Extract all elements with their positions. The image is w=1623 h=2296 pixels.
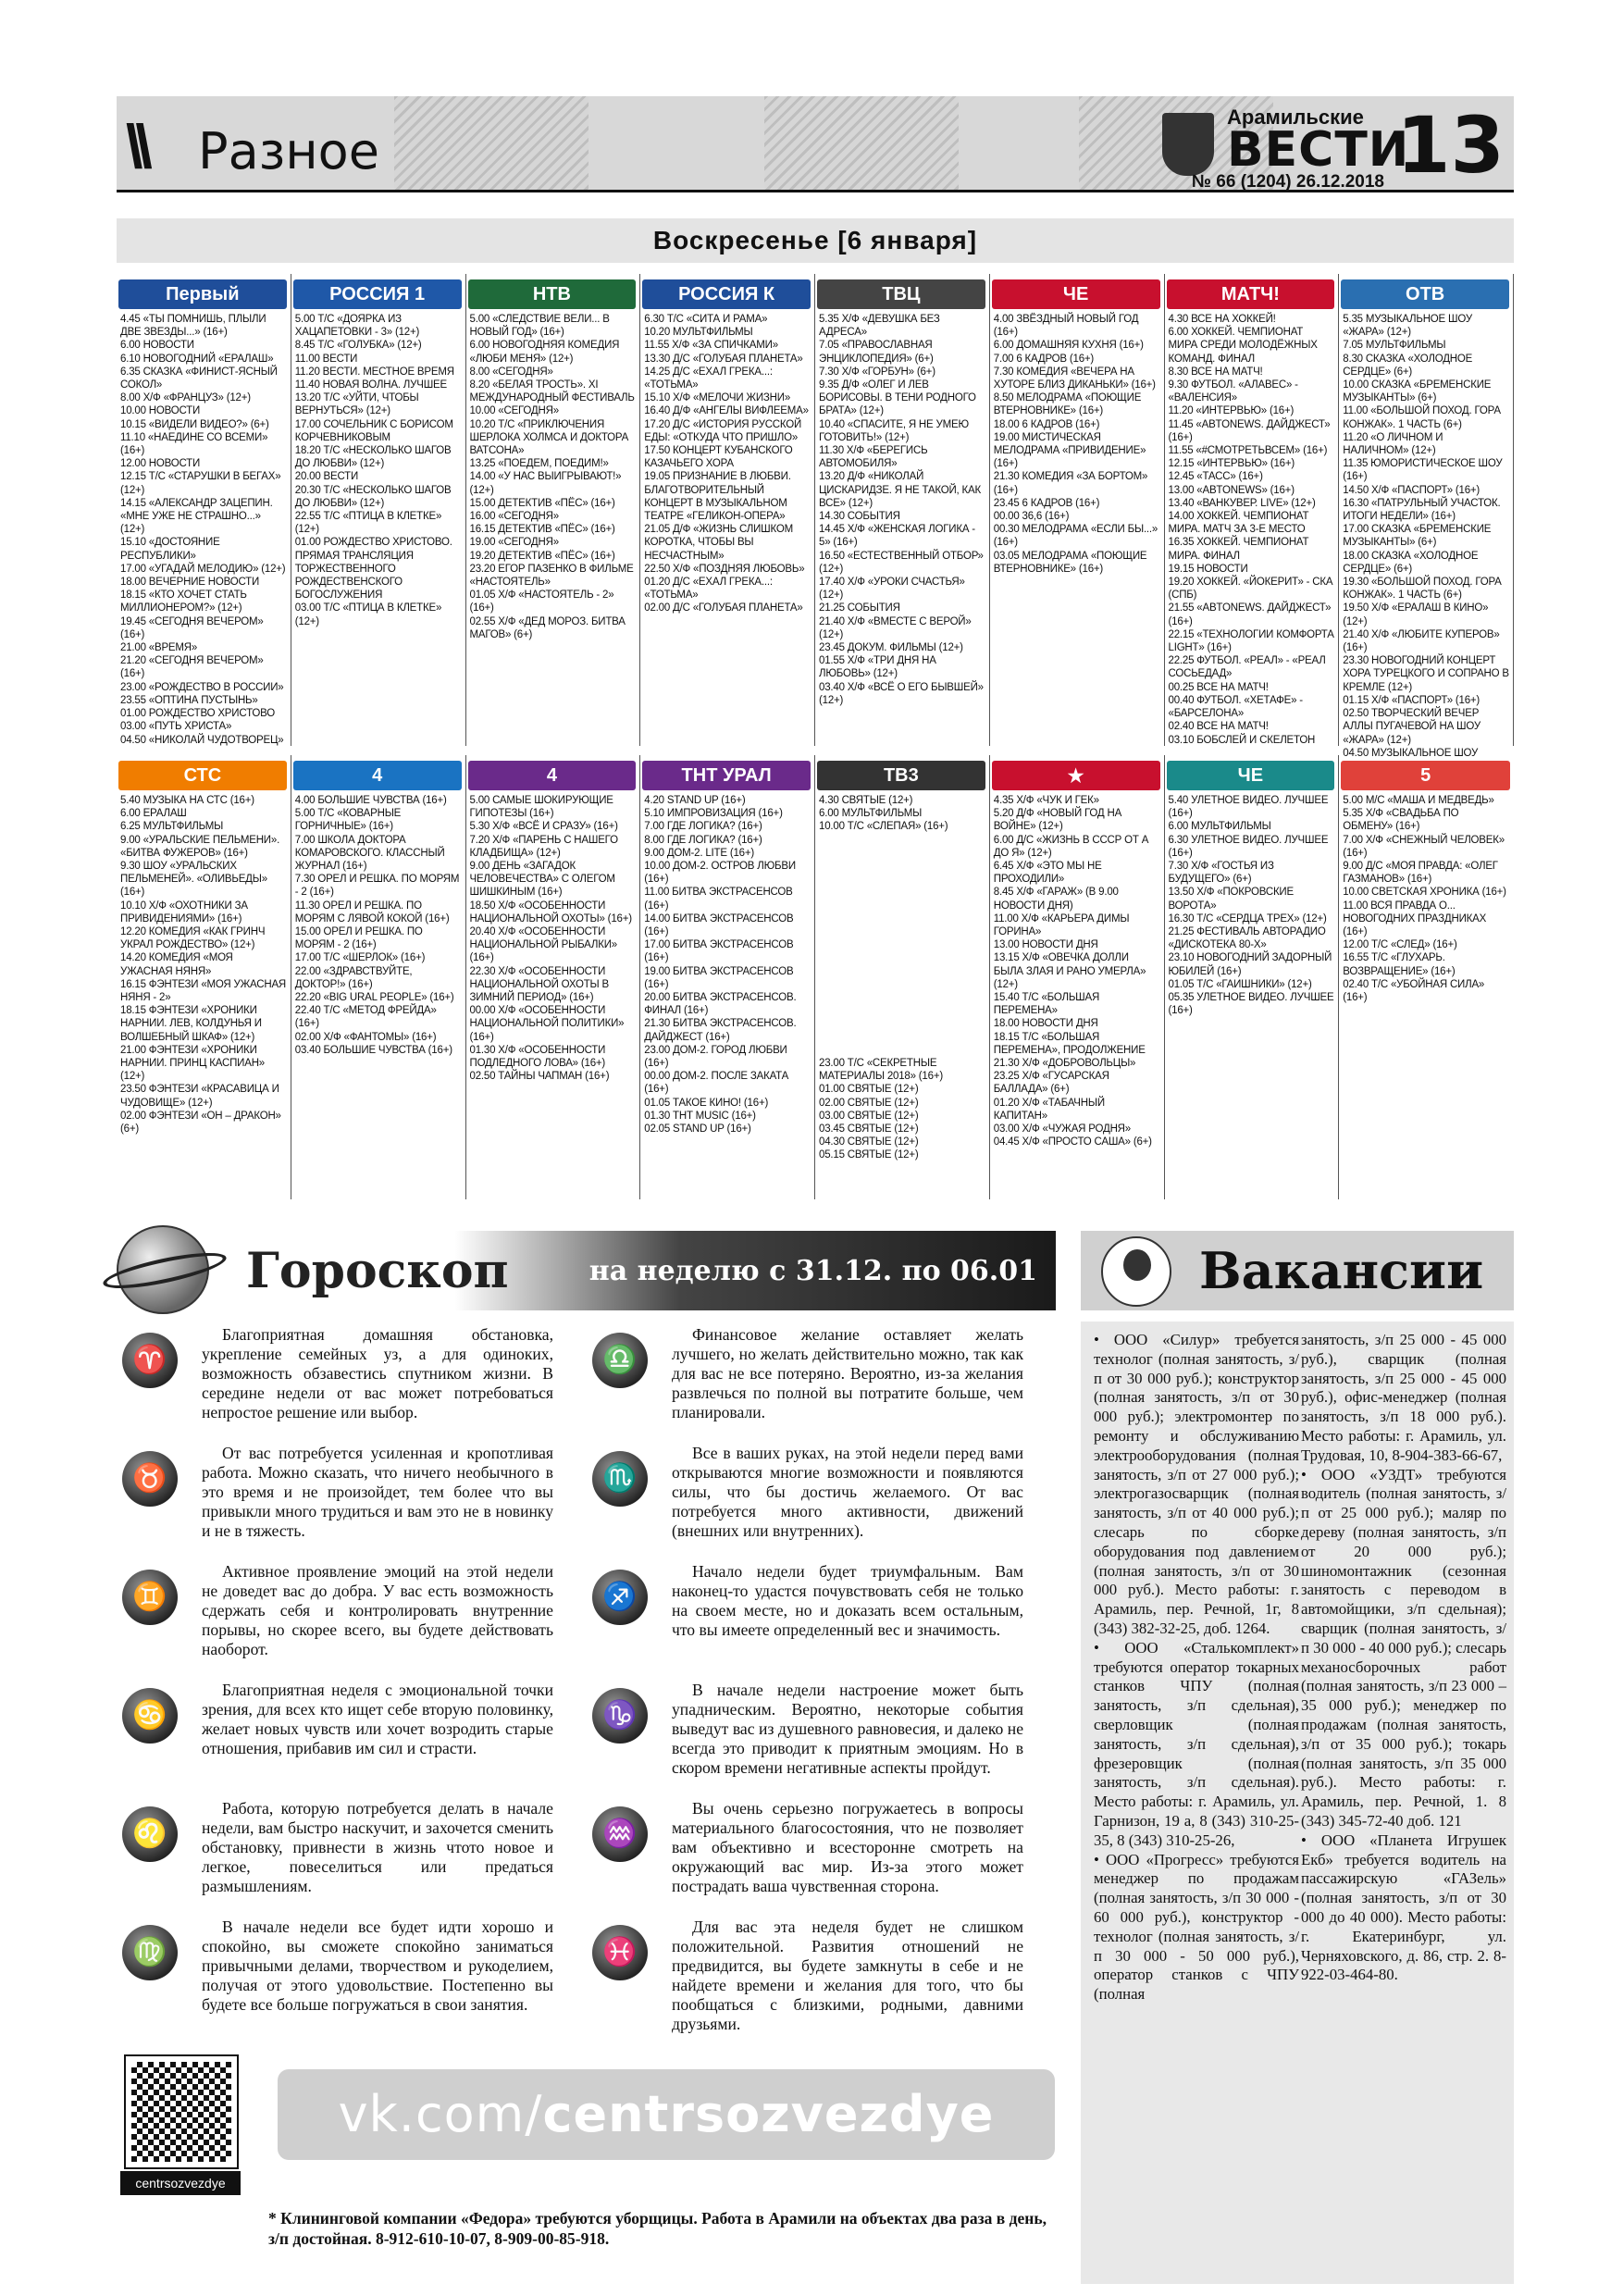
brand-city: Арамильские — [1227, 105, 1364, 129]
program-list: 4.45 «ТЫ ПОМНИШЬ, ПЛЫЛИ ДВЕ ЗВЕЗДЫ...» (16+) 6.00 НОВОСТИ 6.10 НОВОГОДНИЙ «ЕРАЛАШ» 6.35 СКАЗКА «ФИНИСТ-ЯСНЫЙ СОКОЛ» 8.00 Х/Ф «ФРАНЦУЗ» (12+) 10.00 НОВОСТИ 10.15 «ВИДЕЛИ ВИДЕО?» (6+) 11.10 «НАЕДИНЕ СО ВСЕМИ» (16+) 12.00 НОВОСТИ 12.15 Т/С «СТАРУШКИ В БЕГАХ» (12+) 14.15 «АЛЕКСАНДР ЗАЦЕПИН. «МНЕ УЖЕ НЕ СТРАШНО...» (12+) 15.10 «ДОСТОЯНИЕ РЕСПУБЛИКИ» 17.00 «УГАДАЙ МЕЛОДИЮ» (12+) 18.00 ВЕЧЕРНИЕ НОВОСТИ 18.15 «КТО ХОЧЕТ СТАТЬ МИЛЛИОНЕРОМ?» (12+) 19.45 «СЕГОДНЯ ВЕЧЕРОМ» (16+) 21.00 «ВРЕМЯ» 21.20 «СЕГОДНЯ ВЕЧЕРОМ» (16+) 23.00 «РОЖДЕСТВО В РОССИИ» 23.55 «ОПТИНА ПУСТЫНЬ» 01.00 РОЖДЕСТВО ХРИСТОВО 03.00 «ПУТЬ ХРИСТА» 04.50 «НИКОЛАЙ ЧУДОТВОРЕЦ» — [120, 314, 286, 746]
brand-name: ВЕСТИ — [1227, 122, 1410, 178]
zodiac-icon: ♏ — [592, 1451, 648, 1507]
tv-program-grid — [117, 274, 1514, 1199]
horoscope-text: Для вас эта неделя будет не слишком положительной. Развития отношений не предвидится, вы будете замкнуты в себе и не найдете времени и желания для того, что бы пообщаться с близкими, родными, давними друзьями. — [672, 1917, 1023, 2033]
channel-column — [117, 755, 291, 1199]
zodiac-icon: ♋ — [122, 1688, 178, 1744]
channel-column — [291, 274, 466, 746]
program-list: 4.35 Х/Ф «ЧУК И ГЕК» 5.20 Д/Ф «НОВЫЙ ГОД НА ВОЙНЕ» (12+) 6.00 Д/С «ЖИЗНЬ В СССР ОТ А ДО Я» (12+) 6.45 Х/Ф «ЭТО МЫ НЕ ПРОХОДИЛИ» 8.45 Х/Ф «ГАРАЖ» (В 9.00 НОВОСТИ ДНЯ) 11.00 Х/Ф «КАРЬЕРА ДИМЫ ГОРИНА» 13.00 НОВОСТИ ДНЯ 13.15 Х/Ф «ОВЕЧКА ДОЛЛИ БЫЛА ЗЛАЯ И РАНО УМЕРЛА» (12+) 15.40 Т/С «БОЛЬШАЯ ПЕРЕМЕНА» 18.00 НОВОСТИ ДНЯ 18.15 Т/С «БОЛЬШАЯ ПЕРЕМЕНА», ПРОДОЛЖЕНИЕ 21.30 Х/Ф «ДОБРОВОЛЬЦЫ» 23.25 Х/Ф «ГУСАРСКАЯ БАЛЛАДА» (6+) 01.20 Х/Ф «ТАБАЧНЫЙ КАПИТАН» 03.00 Х/Ф «ЧУЖАЯ РОДНЯ» 04.45 Х/Ф «ПРОСТО САША» (6+) — [993, 795, 1152, 1148]
channel-column — [117, 274, 291, 746]
horoscope-text: В начале недели настроение может быть упадническим. Вероятно, некоторые события выведут вас из душевного равновесия, и далеко не всегда это приводит к приятным эмоциям. Но в скором времени негативные аспекты пройдут. — [672, 1681, 1023, 1777]
channel-logo: РОССИЯ К — [642, 279, 811, 309]
program-list: 6.30 Т/С «СИТА И РАМА» 10.20 МУЛЬТФИЛЬМЫ 11.55 Х/Ф «ЗА СПИЧКАМИ» 13.30 Д/С «ГОЛУБАЯ ПЛАНЕТА» 14.25 Д/С «ЕХАЛ ГРЕКА...: «ТОТЬМА» 15.10 Х/Ф «МЕЛОЧИ ЖИЗНИ» 16.40 Д/Ф «АНГЕЛЫ ВИФЛЕЕМА» 17.20 Д/С «ИСТОРИЯ РУССКОЙ ЕДЫ: «ОТКУДА ЧТО ПРИШЛО» 17.50 КОНЦЕРТ КУБАНСКОГО КАЗАЧЬЕГО ХОРА 19.05 ПРИЗНАНИЕ В ЛЮБВИ. БЛАГОТВОРИТЕЛЬНЫЙ КОНЦЕРТ В МУЗЫКАЛЬНОМ ТЕАТРЕ «ГЕЛИКОН-ОПЕРА» 21.05 Д/Ф «ЖИЗНЬ СЛИШКОМ КОРОТКА, ЧТОБЫ ВЫ НЕСЧАСТНЫМ» 22.50 Х/Ф «ПОЗДНЯЯ ЛЮБОВЬ» 01.20 Д/С «ЕХАЛ ГРЕКА...: «ТОТЬМА» 02.00 Д/С «ГОЛУБАЯ ПЛАНЕТА» — [644, 314, 809, 614]
channel-column — [466, 755, 641, 1199]
program-list: 4.00 ЗВЁЗДНЫЙ НОВЫЙ ГОД (16+) 6.00 ДОМАШНЯЯ КУХНЯ (16+) 7.00 6 КАДРОВ (16+) 7.30 КОМЕДИЯ «ВЕЧЕРА НА ХУТОРЕ БЛИЗ ДИКАНЬКИ» (16+) 8.50 МЕЛОДРАМА «ПОЮЩИЕ ВТЕРНОВНИКЕ» (16+) 18.00 6 КАДРОВ (16+) 19.00 МИСТИЧЕСКАЯ МЕЛОДРАМА «ПРИВИДЕНИЕ» (16+) 21.30 КОМЕДИЯ «ЗА БОРТОМ» (16+) 23.45 6 КАДРОВ (16+) 00.00 36,6 (16+) 00.30 МЕЛОДРАМА «ЕСЛИ БЫ...» (16+) 03.05 МЕЛОДРАМА «ПОЮЩИЕ ВТЕРНОВНИКЕ» (16+) — [993, 314, 1158, 575]
program-list: 5.00 Т/С «ДОЯРКА ИЗ ХАЦАПЕТОВКИ - 3» (12+) 8.45 Т/С «ГОЛУБКА» (12+) 11.00 ВЕСТИ 11.20 ВЕСТИ. МЕСТНОЕ ВРЕМЯ 11.40 НОВАЯ ВОЛНА. ЛУЧШЕЕ 13.20 Т/С «УЙТИ, ЧТОБЫ ВЕРНУТЬСЯ» (12+) 17.00 СОЧЕЛЬНИК С БОРИСОМ КОРЧЕВНИКОВЫМ 18.20 Т/С «НЕСКОЛЬКО ШАГОВ ДО ЛЮБВИ» (12+) 20.00 ВЕСТИ 20.30 Т/С «НЕСКОЛЬКО ШАГОВ ДО ЛЮБВИ» (12+) 22.55 Т/С «ПТИЦА В КЛЕТКЕ» (12+) 01.00 РОЖДЕСТВО ХРИСТОВО. ПРЯМАЯ ТРАНСЛЯЦИЯ ТОРЖЕСТВЕННОГО РОЖДЕСТВЕНСКОГО БОГОСЛУЖЕНИЯ 03.00 Т/С «ПТИЦА В КЛЕТКЕ» (12+) — [294, 314, 454, 627]
program-list: 5.40 УЛЕТНОЕ ВИДЕО. ЛУЧШЕЕ (16+) 6.00 МУЛЬТФИЛЬМЫ 6.30 УЛЕТНОЕ ВИДЕО. ЛУЧШЕЕ (16+) 7.30 Х/Ф «ГОСТЬЯ ИЗ БУДУЩЕГО» (6+) 13.50 Х/Ф «ПОКРОВСКИЕ ВОРОТА» 16.30 Т/С «СЕРДЦА ТРЕХ» (12+) 21.25 ФЕСТИВАЛЬ АВТОРАДИО «ДИСКОТЕКА 80-Х» 23.10 НОВОГОДНИЙ ЗАДОРНЫЙ ЮБИЛЕЙ (16+) 01.05 Т/С «ГАИШНИКИ» (12+) 05.35 УЛЕТНОЕ ВИДЕО. ЛУЧШЕЕ (16+) — [1168, 795, 1334, 1017]
horoscope-text: В начале недели все будет идти хорошо и спокойно, вы сможете спокойно заниматься привычными делами, творчеством и рукоделием, получая от этого удовольствие. Постепенно вы будете все больше погружаться в свои занятия. — [202, 1917, 553, 2014]
vacancies-box — [1081, 1322, 1514, 2284]
program-list: 5.00 САМЫЕ ШОКИРУЮЩИЕ ГИПОТЕЗЫ (16+) 5.30 Х/Ф «ВСЁ И СРАЗУ» (16+) 7.20 Х/Ф «ПАРЕНЬ С НАШЕГО КЛАДБИЩА» (12+) 9.00 ДЕНЬ «ЗАГАДОК ЧЕЛОВЕЧЕСТВА» С ОЛЕГОМ ШИШКИНЫМ (16+) 18.50 Х/Ф «ОСОБЕННОСТИ НАЦИОНАЛЬНОЙ ОХОТЫ» (16+) 20.40 Х/Ф «ОСОБЕННОСТИ НАЦИОНАЛЬНОЙ РЫБАЛКИ» (16+) 22.30 Х/Ф «ОСОБЕННОСТИ НАЦИОНАЛЬНОЙ ОХОТЫ В ЗИМНИЙ ПЕРИОД» (16+) 00.00 Х/Ф «ОСОБЕННОСТИ НАЦИОНАЛЬНОЙ ПОЛИТИКИ» (16+) 01.30 Х/Ф «ОСОБЕННОСТИ ПОДЛЕДНОГО ЛОВА» (16+) 02.50 ТАЙНЫ ЧАПМАН (16+) — [469, 795, 632, 1083]
zodiac-icon: ♉ — [122, 1451, 178, 1507]
channel-logo: СТС — [118, 761, 287, 790]
vacancies-column-2: занятость, з/п 25 000 - 45 000 руб.), сварщик (полная занятость, з/п 25 000 - 45 000 руб.), офис-менеджер (полная занятость, з/п 18 000 руб.). Место работы: г. Арамиль, ул. Трудовая, 10, 8-904-383-66-67, • ООО «УЗДТ» требуются водитель (полная занятость, з/п от 25 000 руб.); маляр по дереву (полная занятость, з/п от 20 000 руб.); шиномонтажник (сезонная занятость с переводом в автомойщики, з/п сдельная); сварщик (полная занятость, з/п 30 000 - 40 000 руб.); слесарь механосборочных работ (полная занятость, з/п 23 000 – 35 000 руб.); менеджер по продажам (полная занятость, з/п от 35 000 руб.); токарь (полная занятость, з/п 35 000 руб.). Место работы: г. Арамиль, пер. Речной, 1. 8 (343) 345-72-40 доб. 121 • ООО «Планета Игрушек Екб» требуется водитель на пассажирскую «ГАЗель» (полная занятость, з/п от 30 000 до 40 000). Место работы: г. Екатеринбург, ул. Черняховского, д. 86, стр. 2. 8-922-03-464-80. — [1301, 1331, 1506, 1984]
fir-decoration — [394, 96, 588, 192]
zodiac-icon: ♐ — [592, 1570, 648, 1625]
program-list: 5.40 МУЗЫКА НА СТС (16+) 6.00 ЕРАЛАШ 6.25 МУЛЬТФИЛЬМЫ 9.00 «УРАЛЬСКИЕ ПЕЛЬМЕНИ». «БИТВА ФУЖЕРОВ» (16+) 9.30 ШОУ «УРАЛЬСКИХ ПЕЛЬМЕНЕЙ». «ОЛИВЬЕДЫ» (16+) 10.10 Х/Ф «ОХОТНИКИ ЗА ПРИВИДЕНИЯМИ» (16+) 12.20 КОМЕДИЯ «КАК ГРИНЧ УКРАЛ РОЖДЕСТВО» (12+) 14.20 КОМЕДИЯ «МОЯ УЖАСНАЯ НЯНЯ» 16.15 ФЭНТЕЗИ «МОЯ УЖАСНАЯ НЯНЯ - 2» 18.15 ФЭНТЕЗИ «ХРОНИКИ НАРНИИ. ЛЕВ, КОЛДУНЬЯ И ВОЛШЕБНЫЙ ШКАФ» (12+) 21.00 ФЭНТЕЗИ «ХРОНИКИ НАРНИИ. ПРИНЦ КАСПИАН» (12+) 23.50 ФЭНТЕЗИ «КРАСАВИЦА И ЧУДОВИЩЕ» (12+) 02.00 ФЭНТЕЗИ «ОН – ДРАКОН» (6+) — [120, 795, 287, 1136]
zodiac-icon: ♌ — [122, 1806, 178, 1862]
day-heading: Воскресенье [6 января] — [117, 218, 1514, 263]
horoscope-text: Работа, которую потребуется делать в начале недели, вам быстро наскучит, и захочется сменить обстановку, привнести в жизнь чтото новое и легкое, повеселиться или предаться размышлениям. — [202, 1799, 553, 1895]
job-notice: * Клининговой компании «Федора» требуются уборщицы. Работа в Арамили на объектах два раза в день, з/п достойная. 8-912-610-10-07, 8-909-00-85-918. — [268, 2209, 1047, 2248]
fir-decoration — [764, 96, 959, 192]
channel-column — [466, 274, 641, 746]
channel-logo: ТВ3 — [817, 761, 985, 790]
program-list: 4.30 СВЯТЫЕ (12+) 6.00 МУЛЬТФИЛЬМЫ 10.00 Т/С «СЛЕПАЯ» (16+) 23.00 Т/С «СЕКРЕТНЫЕ МАТЕРИАЛЫ 2018» (16+) 01.00 СВЯТЫЕ (12+) 02.00 СВЯТЫЕ (12+) 03.00 СВЯТЫЕ (12+) 03.45 СВЯТЫЕ (12+) 04.30 СВЯТЫЕ (12+) 05.15 СВЯТЫЕ (12+) — [819, 795, 948, 1161]
page-number: 13 — [1396, 100, 1505, 191]
page-header — [117, 96, 1514, 192]
section-title: Разное — [198, 122, 379, 180]
zodiac-icon: ♍ — [122, 1925, 178, 1980]
vacancies-header — [1081, 1231, 1514, 1310]
planet-icon — [117, 1225, 209, 1314]
channel-logo: МАТЧ! — [1167, 279, 1335, 309]
horoscope-text: Все в ваших руках, на этой недели перед вами открываются многие возможности и появляются силы, что бы достичь желаемого. От вас потребуется много активности, движений (внешних или внутренних). — [672, 1444, 1023, 1540]
vk-link-banner[interactable] — [278, 2069, 1055, 2160]
horoscope-text: Благоприятная неделя с эмоциональной точки зрения, для всех кто ищет себе вторую половинку, желает новых чувств или хочет возродить старые отношения, прибавив им сил и страсти. — [202, 1681, 553, 1757]
person-icon — [1101, 1236, 1171, 1307]
city-crest-icon — [1162, 113, 1214, 176]
channel-column — [1339, 274, 1514, 759]
program-list: 4.00 БОЛЬШИЕ ЧУВСТВА (16+) 5.00 Т/С «КОВАРНЫЕ ГОРНИЧНЫЕ» (16+) 7.00 ШКОЛА ДОКТОРА КОМАРОВСКОГО. КЛАССНЫЙ ЖУРНАЛ (16+) 7.30 ОРЕЛ И РЕШКА. ПО МОРЯМ - 2 (16+) 11.30 ОРЕЛ И РЕШКА. ПО МОРЯМ С ЛЯВОЙ КОКОЙ (16+) 15.00 ОРЕЛ И РЕШКА. ПО МОРЯМ - 2 (16+) 17.00 Т/С «ШЕРЛОК» (16+) 22.00 «ЗДРАВСТВУЙТЕ, ДОКТОР!» (16+) 22.20 «BIG URAL PEOPLE» (16+) 22.40 Т/С «МЕТОД ФРЕЙДА» (16+) 02.00 Х/Ф «ФАНТОМЫ» (16+) 03.40 БОЛЬШИЕ ЧУВСТВА (16+) — [294, 795, 460, 1056]
issue-number: № 66 (1204) 26.12.2018 — [1191, 172, 1384, 192]
channel-column — [1165, 274, 1340, 746]
horoscope-text: Финансовое желание оставляет желать лучшего, но желать действительно можно, так как для вас не все потеряно. Вероятно, из-за желания развлечься по полной вы потратите больше, чем планировали. — [672, 1325, 1023, 1421]
horoscope-header — [117, 1231, 1056, 1310]
channel-logo: ЧЕ — [1167, 761, 1335, 790]
program-list: 5.00 М/С «МАША И МЕДВЕДЬ» 5.35 Х/Ф «СВАДЬБА ПО ОБМЕНУ» (16+) 7.00 Х/Ф «СНЕЖНЫЙ ЧЕЛОВЕК» (16+) 9.00 Д/С «МОЯ ПРАВДА: «ОЛЕГ ГАЗМАНОВ» (16+) 10.00 СВЕТСКАЯ ХРОНИКА (16+) 11.00 ВСЯ ПРАВДА О... НОВОГОДНИХ ПРАЗДНИКАХ (16+) 12.00 Т/С «СЛЕД» (16+) 16.55 Т/С «ГЛУХАРЬ. ВОЗВРАЩЕНИЕ» (16+) 02.40 Т/С «УБОЙНАЯ СИЛА» (16+) — [1343, 795, 1506, 1004]
zodiac-icon: ♑ — [592, 1688, 648, 1744]
channel-column — [990, 755, 1165, 1199]
channel-column — [1339, 755, 1514, 1199]
zodiac-icon: ♎ — [592, 1333, 648, 1388]
vk-prefix: vk.com/ — [338, 2085, 543, 2143]
channel-logo: 5 — [1341, 761, 1510, 790]
channel-logo: 4 — [293, 761, 462, 790]
channel-column — [291, 755, 466, 1199]
channel-column — [1165, 755, 1340, 1199]
program-list: 5.35 МУЗЫКАЛЬНОЕ ШОУ «ЖАРА» (12+) 7.05 МУЛЬТФИЛЬМЫ 8.30 СКАЗКА «ХОЛОДНОЕ СЕРДЦЕ» (6+) 10.00 СКАЗКА «БРЕМЕНСКИЕ МУЗЫКАНТЫ» (6+) 11.00 «БОЛЬШОЙ ПОХОД. ГОРА КОНЖАК». 1 ЧАСТЬ (6+) 11.20 «О ЛИЧНОМ И НАЛИЧНОМ» (12+) 11.35 ЮМОРИСТИЧЕСКОЕ ШОУ (16+) 14.50 Х/Ф «ПАСПОРТ» (16+) 16.30 «ПАТРУЛЬНЫЙ УЧАСТОК. ИТОГИ НЕДЕЛИ» (16+) 17.00 СКАЗКА «БРЕМЕНСКИЕ МУЗЫКАНТЫ» (6+) 18.00 СКАЗКА «ХОЛОДНОЕ СЕРДЦЕ» (6+) 19.30 «БОЛЬШОЙ ПОХОД. ГОРА КОНЖАК». 1 ЧАСТЬ (6+) 19.50 Х/Ф «ЕРАЛАШ В КИНО» (12+) 21.40 Х/Ф «ЛЮБИТЕ КУПЕРОВ» (16+) 23.30 НОВОГОДНИЙ КОНЦЕРТ ХОРА ТУРЕЦКОГО И СОПРАНО В КРЕМЛЕ (12+) 01.15 Х/Ф «ПАСПОРТ» (16+) 02.50 ТВОРЧЕСКИЙ ВЕЧЕР АЛЛЫ ПУГАЧЕВОЙ НА ШОУ «ЖАРА» (12+) 04.50 МУЗЫКАЛЬНОЕ ШОУ — [1343, 314, 1509, 759]
program-list: 5.35 Х/Ф «ДЕВУШКА БЕЗ АДРЕСА» 7.05 «ПРАВОСЛАВНАЯ ЭНЦИКЛОПЕДИЯ» (6+) 7.30 Х/Ф «ГОРБУН» (6+) 9.35 Д/Ф «ОЛЕГ И ЛЕВ БОРИСОВЫ. В ТЕНИ РОДНОГО БРАТА» (12+) 10.40 «СПАСИТЕ, Я НЕ УМЕЮ ГОТОВИТЬ!» (12+) 11.30 Х/Ф «БЕРЕГИСЬ АВТОМОБИЛЯ» 13.20 Д/Ф «НИКОЛАЙ ЦИСКАРИДЗЕ. Я НЕ ТАКОЙ, КАК ВСЕ» (12+) 14.30 СОБЫТИЯ 14.45 Х/Ф «ЖЕНСКАЯ ЛОГИКА - 5» (16+) 16.50 «ЕСТЕСТВЕННЫЙ ОТБОР» (12+) 17.40 Х/Ф «УРОКИ СЧАСТЬЯ» (12+) 21.25 СОБЫТИЯ 21.40 Х/Ф «ВМЕСТЕ С ВЕРОЙ» (12+) 23.45 ДОКУМ. ФИЛЬМЫ (12+) 01.55 Х/Ф «ТРИ ДНЯ НА ЛЮБОВЬ» (12+) 03.40 Х/Ф «ВСЁ О ЕГО БЫВШЕЙ» (12+) — [819, 314, 984, 706]
channel-logo: ТВЦ — [817, 279, 985, 309]
vk-handle: centrsozvezdye — [542, 2085, 995, 2143]
horoscope-text: От вас потребуется усиленная и кропотливая работа. Можно сказать, что ничего необычного в это время и не произойдет, тем более что вы привыкли много трудиться и вам это не в новинку и не в тяжесть. — [202, 1444, 553, 1540]
program-list: 4.30 ВСЕ НА ХОККЕЙ! 6.00 ХОККЕЙ. ЧЕМПИОНАТ МИРА СРЕДИ МОЛОДЁЖНЫХ КОМАНД. ФИНАЛ 8.30 ВСЕ НА МАТЧ! 9.30 ФУТБОЛ. «АЛАВЕС» - «ВАЛЕНСИЯ» 11.20 «ИНТЕРВЬЮ» (16+) 11.45 «ABTONEWS. ДАЙДЖЕСТ» (16+) 11.55 «#СМОТРЕТЬВСЕМ» (16+) 12.15 «ИНТЕРВЬЮ» (16+) 12.45 «ТАСС» (16+) 13.00 «ABTONEWS» (16+) 13.40 «ВАНКУВЕР. LIVE» (12+) 14.00 ХОККЕЙ. ЧЕМПИОНАТ МИРА. МАТЧ ЗА 3-Е МЕСТО 16.35 ХОККЕЙ. ЧЕМПИОНАТ МИРА. ФИНАЛ 19.15 НОВОСТИ 19.20 ХОККЕЙ. «ЙОКЕРИТ» - СКА (СПБ) 21.55 «ABTONEWS. ДАЙДЖЕСТ» (16+) 22.15 «ТЕХНОЛОГИИ КОМФОРТА LIGHT» (16+) 22.25 ФУТБОЛ. «РЕАЛ» - «РЕАЛ СОСЬЕДАД» 00.25 ВСЕ НА МАТЧ! 00.40 ФУТБОЛ. «ХЕТАФЕ» - «БАРСЕЛОНА» 02.40 ВСЕ НА МАТЧ! 03.10 БОБСЛЕЙ И СКЕЛЕТОН — [1168, 314, 1334, 746]
channel-logo: 4 — [468, 761, 637, 790]
section-slash-icon: \\ — [126, 112, 145, 180]
zodiac-icon: ♒ — [592, 1806, 648, 1862]
horoscope-text: Вы очень серьезно погружаетесь в вопросы материального благосостояния, что не позволяет вам объективно и всесторонне смотреть на окружающий вас мир. Из-за этого может пострадать ваша чувственная сторона. — [672, 1799, 1023, 1895]
horoscope-text: Начало недели будет триумфальным. Вам наконец-то удастся почувствовать себя не только на своем месте, но и доказать всем остальным, что вы имеете определенный вес и значимость. — [672, 1562, 1023, 1639]
horoscope-title: Гороскоп — [246, 1242, 509, 1299]
vacancies-title: Вакансии — [1199, 1241, 1484, 1300]
channel-column — [815, 755, 990, 1199]
program-list: 5.00 «СЛЕДСТВИЕ ВЕЛИ... В НОВЫЙ ГОД» (16+) 6.00 НОВОГОДНЯЯ КОМЕДИЯ «ЛЮБИ МЕНЯ» (12+) 8.00 «СЕГОДНЯ» 8.20 «БЕЛАЯ ТРОСТЬ». XI МЕЖДУНАРОДНЫЙ ФЕСТИВАЛЬ 10.00 «СЕГОДНЯ» 10.20 Т/С «ПРИКЛЮЧЕНИЯ ШЕРЛОКА ХОЛМСА И ДОКТОРА ВАТСОНА» 13.25 «ПОЕДЕМ, ПОЕДИМ!» 14.00 «У НАС ВЫИГРЫВАЮТ!» (12+) 15.00 ДЕТЕКТИВ «ПЁС» (16+) 16.00 «СЕГОДНЯ» 16.15 ДЕТЕКТИВ «ПЁС» (16+) 19.00 «СЕГОДНЯ» 19.20 ДЕТЕКТИВ «ПЁС» (16+) 23.20 ЕГОР ПАЗЕНКО В ФИЛЬМЕ «НАСТОЯТЕЛЬ» 01.05 Х/Ф «НАСТОЯТЕЛЬ - 2» (16+) 02.55 Х/Ф «ДЕД МОРОЗ. БИТВА МАГОВ» (6+) — [469, 314, 635, 640]
channel-column — [990, 274, 1165, 746]
channel-logo: Первый — [118, 279, 287, 309]
horoscope-period: на неделю с 31.12. по 06.01 — [588, 1254, 1037, 1287]
horoscope-text: Благоприятная домашняя обстановка, укрепление семейных уз, а для одиноких, возможность обзавестись спутником жизни. В середине недели от вас может потребоваться непростое решение или выбор. — [202, 1325, 553, 1421]
vacancies-column-1: • ООО «Силур» требуется технолог (полная занятость, з/п от 30 000 руб.); конструктор (полная занятость, з/п от 30 000 руб.); электромонтер по ремонту и обслуживанию электрооборудования (полная занятость, з/п от 27 000 руб.); электрогазосварщик (полная занятость, з/п от 40 000 руб.); слесарь по сборке оборудования под давлением (полная занятость, з/п от 30 000 руб.). Место работы: г. Арамиль, пер. Речной, 1г, 8 (343) 382-32-25, доб. 1264. • ООО «Сталькомплект» требуются оператор токарных станков ЧПУ (полная занятость, з/п сдельная), сверловщик (полная занятость, з/п сдельная), фрезеровщик (полная занятость, з/п сдельная). Место работы: г. Арамиль, ул. Гарнизон, 19 а, 8 (343) 310-25-35, 8 (343) 310-25-26, • ООО «Прогресс» требуются менеджер по продажам (полная занятость, з/п 30 000 - 60 000 руб.), конструктор - технолог (полная занятость, з/п 30 000 - 50 000 руб.), оператор станков с ЧПУ (полная — [1094, 1331, 1299, 2004]
horoscope-text: Активное проявление эмоций на этой недели не доведет вас до добра. У вас есть возможность сдержать себя и контролировать внутренние порывы, но скорее всего, вы будете действовать наоборот. — [202, 1562, 553, 1658]
zodiac-icon: ♊ — [122, 1570, 178, 1625]
zodiac-icon: ♓ — [592, 1925, 648, 1980]
qr-code[interactable] — [126, 2056, 237, 2167]
channel-logo: ОТВ — [1341, 279, 1509, 309]
qr-label: centrsozvezdye — [120, 2171, 241, 2195]
channel-column — [815, 274, 990, 746]
channel-logo: РОССИЯ 1 — [293, 279, 462, 309]
channel-logo: ★ — [992, 761, 1160, 790]
channel-logo: ЧЕ — [992, 279, 1160, 309]
zodiac-icon: ♈ — [122, 1333, 178, 1388]
channel-logo: ТНТ УРАЛ — [642, 761, 811, 790]
channel-column — [640, 274, 815, 746]
program-list: 4.20 STAND UP (16+) 5.10 ИМПРОВИЗАЦИЯ (16+) 7.00 ГДЕ ЛОГИКА? (16+) 8.00 ГДЕ ЛОГИКА? (16+) 9.00 ДОМ-2. LITE (16+) 10.00 ДОМ-2. ОСТРОВ ЛЮБВИ (16+) 11.00 БИТВА ЭКСТРАСЕНСОВ (16+) 14.00 БИТВА ЭКСТРАСЕНСОВ (16+) 17.00 БИТВА ЭКСТРАСЕНСОВ (16+) 19.00 БИТВА ЭКСТРАСЕНСОВ (16+) 20.00 БИТВА ЭКСТРАСЕНСОВ. ФИНАЛ (16+) 21.30 БИТВА ЭКСТРАСЕНСОВ. ДАЙДЖЕСТ (16+) 23.00 ДОМ-2. ГОРОД ЛЮБВИ (16+) 00.00 ДОМ-2. ПОСЛЕ ЗАКАТА (16+) 01.05 ТАКОЕ КИНО! (16+) 01.30 THT MUSIC (16+) 02.05 STAND UP (16+) — [644, 795, 797, 1136]
channel-column — [640, 755, 815, 1199]
channel-logo: НТВ — [468, 279, 637, 309]
